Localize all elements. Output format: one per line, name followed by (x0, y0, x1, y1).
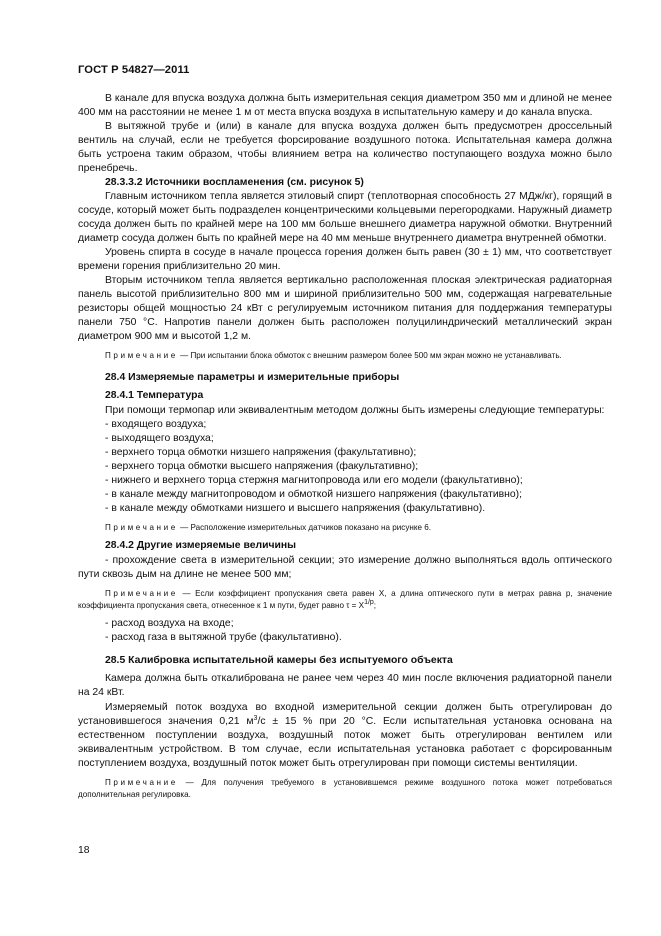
page-number: 18 (78, 845, 90, 856)
list-item: - нижнего и верхнего торца стержня магнитопровода или его модели (факультативно); (78, 474, 612, 488)
document-header: ГОСТ Р 54827—2011 (78, 64, 190, 76)
paragraph-second-heat-source: Вторым источником тепла является вертикально расположенная плоская электрическая радиаторная панель высотой приблизительно 800 мм и шириной приблизительно 500 мм, содержащая нагревательные резисторы общей мощностью 24 кВт с регулируемым источником питания для поддержания температуры панели 750 °С. Напротив панели должен быть расположен полуцилиндрический металлический экран диаметром 900 мм и высотой 1,2 м. (78, 275, 612, 342)
note-transmission (78, 588, 612, 612)
paragraph-temperatures-intro: При помощи термопар или эквивалентным методом должны быть измерены следующие температуры: (105, 405, 605, 416)
list-item: - верхнего торца обмотки высшего напряжения (факультативно); (78, 460, 612, 474)
note-text: — При испытании блока обмоток с внешним размером более 500 мм экран можно не устанавливать. (180, 351, 562, 360)
note-label: Примечание (105, 778, 178, 787)
section-heading-28-3-3-2 (78, 176, 612, 190)
list-item: - в канале между обмотками низшего и высшего напряжения (факультативно). (78, 502, 612, 516)
list-item: - верхнего торца обмотки низшего напряжения (факультативно); (78, 446, 612, 460)
section-heading-28-4: 28.4 Измеряемые параметры и измерительные приборы (105, 372, 400, 383)
note-text: — Если коэффициент пропускания света равен X, а длина оптического пути в метрах равна p, значение коэффициента пропускания света, отнесенное к 1 м пути, будет равно τ = X (78, 589, 612, 610)
section-heading-28-4-2: 28.4.2 Другие измеряемые величины (105, 540, 297, 551)
paragraph-throttle-valve: В вытяжной трубе и (или) в канале для впуска воздуха должен быть предусмотрен дроссельный вентиль на случай, если не требуется форсирование воздушного потока. Испытательная камера должна быть устроена таким образом, чтобы влиянием ветра на количество поступающего воздуха можно было пренебречь. (78, 121, 612, 174)
note-screen (78, 350, 612, 362)
note-label: Примечание (105, 523, 178, 532)
air-flow-superscript: 3 (253, 715, 258, 722)
note-text: — Расположение измерительных датчиков показано на рисунке 6. (180, 523, 431, 532)
list-item: - в канале между магнитопроводом и обмоткой низшего напряжения (факультативно); (78, 488, 612, 502)
list-item: - расход газа в вытяжной трубе (факультативно). (78, 631, 612, 645)
section-heading-28-4-1: 28.4.1 Температура (105, 390, 204, 401)
list-item: - входящего воздуха; (78, 418, 612, 432)
list-item: - выходящего воздуха; (78, 432, 612, 446)
paragraph-calibration-time: Камера должна быть откалибрована не ранее чем через 40 мин после включения радиаторной панели на 24 кВт. (78, 673, 612, 698)
section-number: 28.3.3.2 (105, 177, 143, 188)
paragraph-air-flow (78, 701, 612, 771)
section-title: Источники воспламенения (см. рисунок 5) (145, 177, 364, 188)
paragraph-main-heat-source: Главным источником тепла является этиловый спирт (теплотворная способность 27 МДж/кг), горящий в сосуде, который может быть подразделен концентрическими кольцевыми перегородками. Наружный диаметр сосуда должен быть по крайней мере на 100 мм больше внешнего диаметра наружной обмотки. Внутренний диаметр сосуда должен быть по крайней мере на 40 мм меньше внутреннего диаметра внутренней обмотки. (78, 191, 612, 244)
note-superscript: 1/p (364, 599, 374, 606)
note-text: — Для получения требуемого в установившемся режиме воздушного потока может потребоваться дополнительная регулировка. (78, 778, 613, 799)
section-heading-28-5: 28.5 Калибровка испытательной камеры без испытуемого объекта (105, 655, 453, 666)
paragraph-light-transmission: - прохождение света в измерительной секции; это измерение должно выполняться вдоль оптического пути сквозь дым на длине не менее 500 мм; (78, 555, 612, 580)
note-sensors (78, 522, 612, 534)
note-regulation (78, 777, 612, 801)
paragraph-alcohol-level: Уровень спирта в сосуде в начале процесса горения должен быть равен (30 ± 1) мм, что соответствует времени горения приблизительно 20 мин. (78, 247, 612, 272)
note-label: Примечание (105, 351, 178, 360)
other-measurements-list (78, 617, 612, 645)
temperature-list (78, 418, 612, 516)
paragraph-air-inlet: В канале для впуска воздуха должна быть измерительная секция диаметром 350 мм и длиной не менее 400 мм на расстоянии не менее 1 м от места впуска воздуха в испытательную камеру и до канала впуска. (78, 93, 612, 118)
air-flow-text: Измеряемый поток воздуха во входной измерительной секции должен быть отрегулирован до установившегося значения 0,21 м (78, 702, 612, 727)
note-label: Примечание (105, 589, 178, 598)
list-item: - расход воздуха на входе; (78, 617, 612, 631)
note-text-end: ; (373, 601, 377, 610)
air-flow-text-end: /с ± 15 % при 20 °С. Если испытательная установка основана на естественном поступлении воздуха, воздушный поток может быть отрегулирован вентилем или эквивалентным устройством. В том случае, если испытательная установка работает с форсированным поступлением воздуха, воздушный поток может быть отрегулирован при помощи системы вентиляции. (78, 716, 613, 769)
document-page (78, 64, 612, 806)
